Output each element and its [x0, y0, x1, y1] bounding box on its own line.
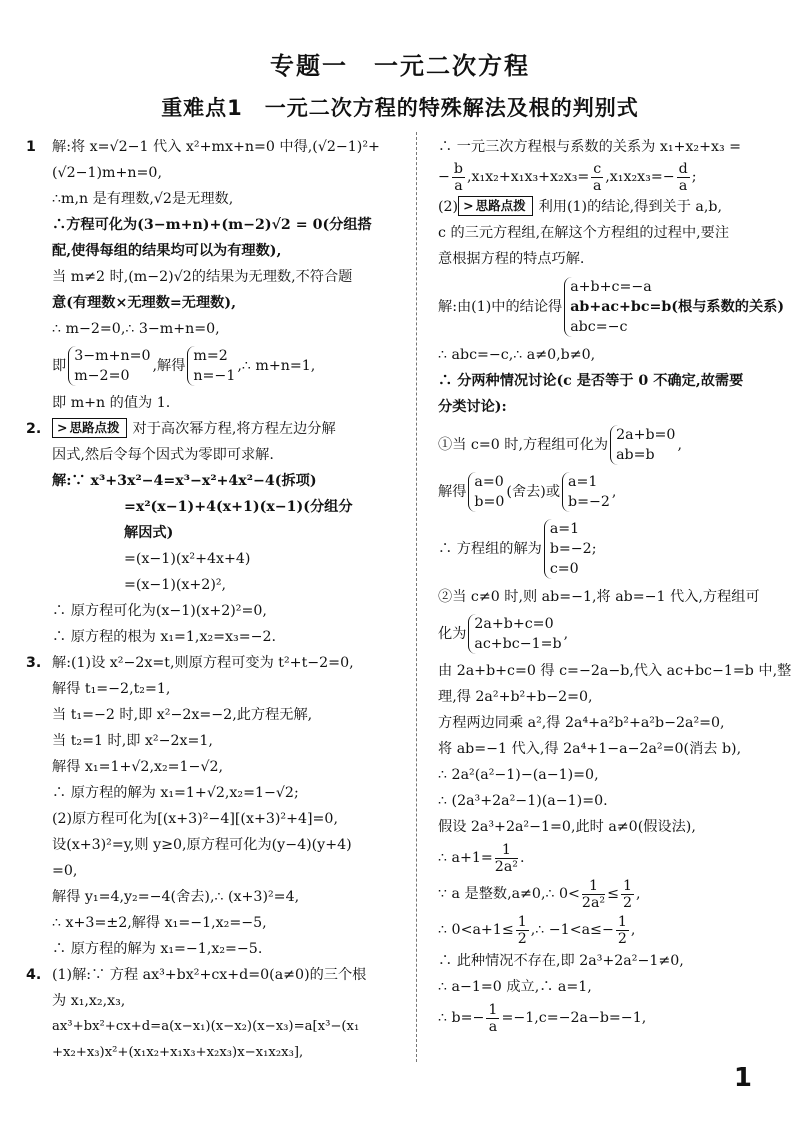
- q2-line: =(x−1)(x²+4x+4): [124, 551, 251, 567]
- fraction: $\frac{1}{\text{2a²}}$: [494, 841, 518, 875]
- fraction: $\frac{1}{\text{2a²}}$: [581, 877, 606, 911]
- q3-line: 3. 解:(1)设 x²−2x=t,则原方程可变为 t²+t−2=0,: [52, 650, 404, 676]
- q2-line: 2. > 思路点拨 对于高次幂方程,将方程左边分解: [52, 416, 404, 442]
- q1-line: 配,使得每组的结果均可以为有理数),: [52, 243, 282, 259]
- q4-line: 分类讨论):: [438, 399, 507, 415]
- q3-line: 解得 y₁=4,y₂=−4(舍去),∴ (x+3)²=4,: [52, 889, 300, 905]
- equation-system: a=1 b=−2; c=0: [544, 519, 597, 579]
- fraction: $\frac{b}{a}$: [453, 160, 463, 194]
- q1-system-line: 即 3−m+n=0 m−2=0 ,解得 m=2 n=−1 ,∴ m+n=1,: [52, 348, 316, 384]
- fraction-line: ∴ b=− $\frac{1}{a}$ =−1,c=−2a−b=−1,: [438, 1001, 647, 1035]
- fraction-line: ∴ a+1= $\frac{1}{\text{2a²}}$ .: [438, 841, 525, 875]
- q4-line: ∴ 分两种情况讨论(c 是否等于 0 不确定,故需要: [438, 373, 744, 389]
- fraction-line: ∴ 0<a+1≤ $\frac{1}{2}$ ,∴ −1<a≤− $\frac{1}{2}$ ,: [438, 913, 636, 947]
- q3-line: ∴ x+3=±2,解得 x₁=−1,x₂=−5,: [52, 915, 267, 931]
- q1-line: ∴方程可化为(3−m+n)+(m−2)√2 = 0(分组搭: [52, 217, 372, 233]
- fraction: $\frac{1}{a}$: [488, 1001, 498, 1035]
- q1-line: ∴m,n 是有理数,√2是无理数,: [52, 191, 234, 207]
- question-number: 4.: [26, 967, 42, 983]
- system-line: 解:由(1)中的结论得 a+b+c=−a ab+ac+bc=b(根与系数的关系) abc=−c: [438, 279, 785, 335]
- q2-line: ∴ 原方程的根为 x₁=1,x₂=x₃=−2.: [52, 629, 277, 645]
- q4-line: 假设 2a³+2a²−1=0,此时 a≠0(假设法),: [438, 819, 696, 835]
- q1-line: 即 m+n 的值为 1.: [52, 395, 171, 411]
- hint-tag: > 思路点拨: [52, 418, 127, 438]
- fraction: $\frac{1}{2}$: [517, 913, 527, 947]
- q4-line: 为 x₁,x₂,x₃,: [52, 993, 126, 1009]
- q3-line: ∴ 原方程的解为 x₁=1+√2,x₂=1−√2;: [52, 785, 299, 801]
- arrow-icon: >: [463, 198, 474, 213]
- q4-line: 4. (1)解:∵ 方程 ax³+bx²+cx+d=0(a≠0)的三个根: [52, 962, 404, 988]
- system-line: 解得 a=0 b=0 (舍去)或 a=1 b=−2 ,: [438, 474, 617, 510]
- fraction: $\frac{1}{2}$: [617, 913, 627, 947]
- q4-2-line: (2) > 思路点拨 利用(1)的结论,得到关于 a,b,: [438, 198, 722, 215]
- q4-line: ax³+bx²+cx+d=a(x−x₁)(x−x₂)(x−x₃)=a[x³−(x₁: [52, 1019, 360, 1034]
- system-line: 化为 2a+b+c=0 ac+bc−1=b ,: [438, 616, 569, 652]
- q4-line: ∴ 2a²(a²−1)−(a−1)=0,: [438, 767, 599, 783]
- q3-line: 当 t₂=1 时,即 x²−2x=1,: [52, 733, 213, 749]
- hint-tag: > 思路点拨: [458, 196, 533, 216]
- q3-line: 解得 x₁=1+√2,x₂=1−√2,: [52, 759, 224, 775]
- q4-line: 理,得 2a²+b²+b−2=0,: [438, 689, 593, 705]
- q1-line: 1 解:将 x=√2−1 代入 x²+mx+n=0 中得,(√2−1)²+: [52, 134, 404, 160]
- vieta-line: − $\frac{b}{a}$ ,x₁x₂+x₁x₃+x₂x₃= $\frac{c}{a}$ ,x₁x₂x₃=− $\frac{d}{a}$ ;: [438, 160, 697, 194]
- q4-line: ∴ (2a³+2a²−1)(a−1)=0.: [438, 793, 608, 809]
- q3-line: 当 t₁=−2 时,即 x²−2x=−2,此方程无解,: [52, 707, 313, 723]
- q1-line: 意(有理数×无理数=无理数),: [52, 295, 237, 311]
- arrow-icon: >: [57, 420, 68, 435]
- fraction: $\frac{1}{2}$: [623, 877, 633, 911]
- q3-line: =0,: [52, 863, 78, 879]
- q1-line: ∴ m−2=0,∴ 3−m+n=0,: [52, 321, 220, 337]
- q4-line: ∴ 一元三次方程根与系数的关系为 x₁+x₂+x₃ =: [438, 139, 742, 155]
- equation-system: m=2 n=−1: [187, 346, 235, 386]
- q2-line: =x²(x−1)+4(x+1)(x−1)(分组分: [124, 499, 353, 515]
- q3-line: ∴ 原方程的解为 x₁=−1,x₂=−5.: [52, 941, 263, 957]
- q4-line: 将 ab=−1 代入,得 2a⁴+1−a−2a²=0(消去 b),: [438, 741, 742, 757]
- equation-system: a=0 b=0: [468, 472, 504, 512]
- page-number: 1: [733, 1063, 752, 1093]
- q3-line: 设(x+3)²=y,则 y≥0,原方程可化为(y−4)(y+4): [52, 837, 352, 853]
- q2-line: =(x−1)(x+2)²,: [124, 577, 227, 593]
- q4-line: +x₂+x₃)x²+(x₁x₂+x₁x₃+x₂x₃)x−x₁x₂x₃],: [52, 1045, 304, 1060]
- q4-line: ②当 c≠0 时,则 ab=−1,将 ab=−1 代入,方程组可: [438, 589, 760, 605]
- q3-line: (2)原方程可化为[(x+3)²−4][(x+3)²+4]=0,: [52, 811, 338, 827]
- column-divider: [416, 132, 417, 1062]
- q3-line: 解得 t₁=−2,t₂=1,: [52, 681, 171, 697]
- equation-system: a=1 b=−2: [562, 472, 610, 512]
- page-title: 专题一 一元二次方程: [270, 52, 530, 80]
- q1-line: 当 m≠2 时,(m−2)√2的结果为无理数,不符合题: [52, 269, 353, 285]
- question-number: 2.: [26, 421, 42, 437]
- q4-line: ∴ 此种情况不存在,即 2a³+2a²−1≠0,: [438, 953, 684, 969]
- fraction: $\frac{c}{a}$: [593, 160, 602, 194]
- q2-line: 因式,然后令每个因式为零即可求解.: [52, 447, 274, 463]
- system-line: ∴ 方程组的解为 a=1 b=−2; c=0: [438, 521, 597, 577]
- q2-line: 解:∵ x³+3x²−4=x³−x²+4x²−4(拆项): [52, 473, 317, 489]
- equation-system: 2a+b+c=0 ac+bc−1=b: [468, 614, 561, 654]
- equation-system: a+b+c=−a ab+ac+bc=b(根与系数的关系) abc=−c: [564, 277, 784, 337]
- q2-line: ∴ 原方程可化为(x−1)(x+2)²=0,: [52, 603, 267, 619]
- equation-system: 2a+b=0 ab=b: [610, 425, 675, 465]
- fraction: $\frac{d}{a}$: [678, 160, 688, 194]
- equation-system: 3−m+n=0 m−2=0: [68, 346, 150, 386]
- section-subtitle: 重难点1 一元二次方程的特殊解法及根的判别式: [161, 96, 639, 120]
- q4-line: ∴ abc=−c,∴ a≠0,b≠0,: [438, 347, 596, 363]
- q4-line: 由 2a+b+c=0 得 c=−2a−b,代入 ac+bc−1=b 中,整: [438, 663, 792, 679]
- q1-line: (√2−1)m+n=0,: [52, 165, 162, 181]
- q2-line: 解因式): [124, 525, 174, 541]
- q4-line: c 的三元方程组,在解这个方程组的过程中,要注: [438, 225, 730, 241]
- question-number: 1: [26, 139, 36, 155]
- q4-line: ∴ a−1=0 成立,∴ a=1,: [438, 979, 592, 995]
- q4-line: 方程两边同乘 a²,得 2a⁴+a²b²+a²b−2a²=0,: [438, 715, 725, 731]
- fraction-line: ∵ a 是整数,a≠0,∴ 0< $\frac{1}{\text{2a²}}$ ≤ $\frac{1}{2}$ ,: [438, 877, 641, 911]
- left-column: [26, 134, 404, 1066]
- question-number: 3.: [26, 655, 42, 671]
- system-line: ①当 c=0 时,方程组可化为 2a+b=0 ab=b ,: [438, 427, 682, 463]
- right-column: [438, 134, 792, 1036]
- q4-line: 意根据方程的特点巧解.: [438, 251, 585, 267]
